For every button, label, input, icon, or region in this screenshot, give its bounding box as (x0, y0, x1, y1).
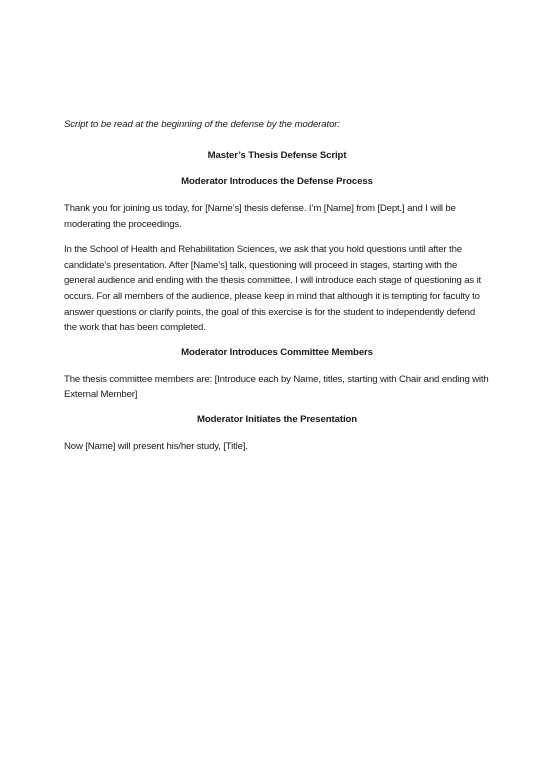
intro-text: Script to be read at the beginning of the defense by the moderator: (64, 119, 340, 130)
document-page (64, 118, 490, 465)
document-title: Master’s Thesis Defense Script (207, 150, 347, 161)
section-heading-defense-process: Moderator Introduces the Defense Process (181, 176, 373, 187)
paragraph-welcome: Thank you for joining us today, for [Name’s] thesis defense. I’m [Name] from [Dept.] and I will be moderating the proceedings. (64, 203, 456, 230)
paragraph-committee-members: The thesis committee members are: [Introduce each by Name, titles, starting with Chair and ending with External Member] (64, 373, 489, 401)
paragraph-presentation: Now [Name] will present his/her study, [Title]. (64, 440, 248, 452)
section-heading-committee-members: Moderator Introduces Committee Members (181, 346, 373, 358)
paragraph-question-process: In the School of Health and Rehabilitation Sciences, we ask that you hold questions until after the candidate’s presentation. After [Name’s] talk, questioning will proceed in stages, starting with the general audience and ending with the thesis committee. I will introduce each stage of questioning as it occurs. For all members of the audience, please keep in mind that although it is tempting for faculty to answer questions or clarify points, the goal of this exercise is for the student to independently defend the work that has been completed. (64, 244, 482, 334)
section-heading-presentation: Moderator Initiates the Presentation (196, 413, 358, 425)
